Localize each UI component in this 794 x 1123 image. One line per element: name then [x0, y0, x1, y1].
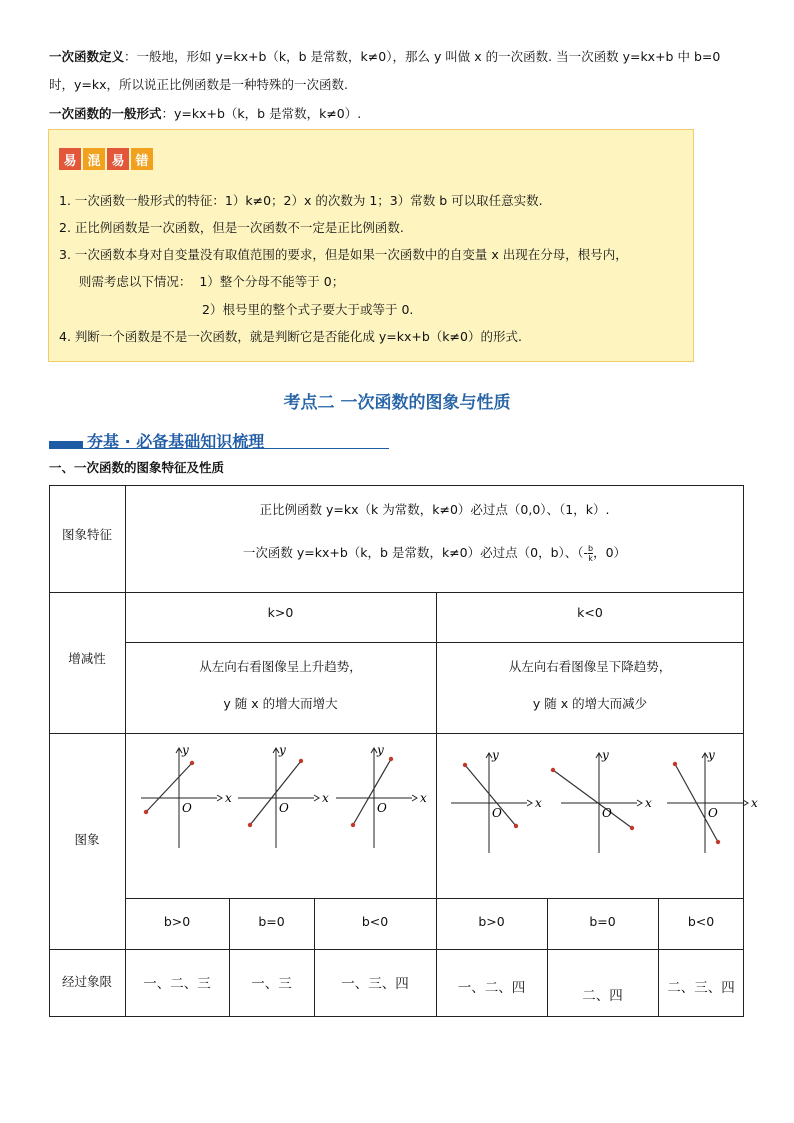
increase-line-2: y 随 x 的增大而增大 [223, 696, 338, 711]
b-label-4: b>0 [478, 914, 505, 929]
row-label-features: 图象特征 [61, 527, 112, 542]
graph-3-line [353, 759, 391, 825]
definition-paragraph [49, 47, 720, 67]
graph-5-y-label: y [602, 748, 609, 762]
graph-2-endpoint-b [299, 759, 303, 763]
graph-3-origin-label: O [377, 801, 387, 815]
decrease-line-1: 从左向右看图像呈下降趋势， [508, 659, 672, 674]
b-label-6: b<0 [687, 914, 715, 929]
quadrant-5: 二、四 [582, 988, 623, 1004]
b-label-3: b<0 [361, 914, 389, 929]
graph-5-endpoint-a [551, 768, 555, 772]
table-grid [49, 485, 758, 1018]
badge-3: 易 [107, 148, 129, 170]
k-negative-header: k<0 [577, 605, 603, 620]
definition-label: 一次函数定义 [49, 49, 125, 64]
graph-1-y-label: y [182, 743, 189, 757]
graph-2-x-label: x [322, 791, 329, 805]
graph-2-x-arrow [314, 795, 319, 801]
graph-6-x-label: x [751, 796, 758, 810]
section-banner [49, 427, 391, 451]
tip-box [48, 129, 694, 362]
tip-item-3: 3. 一次函数本身对自变量没有取值范围的要求，但是如果一次函数中的自变量 x 出现在分母，根号内， [59, 247, 628, 262]
graph-5-x-arrow [637, 800, 642, 806]
graph-3-y-label: y [377, 743, 384, 757]
quadrant-1: 一、二、三 [143, 976, 211, 992]
quadrant-6: 二、三、四 [667, 980, 735, 996]
graph-5-line [553, 770, 632, 828]
definition-line1: ：一般地，形如 y=kx+b（k，b 是常数，k≠0），那么 y 叫做 x 的一次函数. 当一次函数 y=kx+b 中 b=0 [124, 49, 721, 64]
graph-6-origin-label: O [708, 806, 718, 820]
graph-3-endpoint-a [351, 823, 355, 827]
graph-4-endpoint-a [463, 763, 467, 767]
graph-6-y-label: y [708, 748, 715, 762]
row-label-quadrants: 经过象限 [61, 974, 112, 989]
b-label-5: b=0 [589, 914, 616, 929]
graphs-layer [141, 743, 758, 853]
quadrant-4: 一、二、四 [457, 980, 526, 996]
graph-1-endpoint-a [144, 810, 148, 814]
feature-line-2a: 一次函数 y=kx+b（k，b 是常数，k≠0）必过点（0，b）、（- [242, 545, 589, 560]
graph-3-x-label: x [420, 791, 427, 805]
graph-2-endpoint-a [248, 823, 252, 827]
graph-4-origin-label: O [492, 806, 502, 820]
feature-line-2b: ，0） [593, 545, 627, 560]
graph-5-origin-label: O [602, 806, 612, 820]
fraction-denominator: k [588, 554, 593, 563]
graph-3-x-arrow [412, 795, 417, 801]
badge-2: 混 [83, 148, 105, 170]
graph-1-endpoint-b [190, 761, 194, 765]
graph-1-origin-label: O [182, 801, 192, 815]
banner-text: 夯基 · 必备基础知识梳理 [87, 432, 265, 451]
tip-badges [59, 148, 153, 170]
graph-4-endpoint-b [514, 824, 518, 828]
graph-3-endpoint-b [389, 757, 393, 761]
general-form-label: 一次函数的一般形式 [49, 106, 162, 121]
graph-5-x-label: x [645, 796, 652, 810]
tip-item-3-cont: 则需考虑以下情况： 1）整个分母不能等于 0； [59, 274, 345, 289]
decrease-line-2: y 随 x 的增大而减少 [532, 696, 648, 711]
badge-1: 易 [59, 148, 81, 170]
properties-table [49, 485, 758, 1018]
b-label-2: b=0 [258, 914, 285, 929]
badge-4: 错 [131, 148, 153, 170]
quadrant-2: 一、三 [251, 976, 292, 992]
graph-1-x-arrow [217, 795, 222, 801]
graph-5-endpoint-b [630, 826, 634, 830]
feature-line-1: 正比例函数 y=kx（k 为常数，k≠0）必过点（0,0）、（1，k）. [259, 502, 610, 517]
quadrant-3: 一、三、四 [341, 976, 409, 992]
k-positive-header: k>0 [267, 605, 294, 620]
graph-4-x-label: x [535, 796, 542, 810]
b-label-1: b>0 [163, 914, 191, 929]
tip-item-1: 1. 一次函数一般形式的特征：1）k≠0；2）x 的次数为 1；3）常数 b 可以取任意实数. [59, 193, 543, 208]
graph-6-endpoint-a [673, 762, 677, 766]
graph-1-x-label: x [225, 791, 232, 805]
row-label-graph: 图象 [74, 832, 100, 847]
graph-4-line [465, 765, 516, 826]
general-form-paragraph [49, 104, 361, 124]
definition-line2: 时，y=kx，所以说正比例函数是一种特殊的一次函数. [49, 77, 348, 92]
feature-line-2 [125, 543, 744, 563]
graph-2-origin-label: O [279, 801, 289, 815]
subsection-heading: 一、一次函数的图象特征及性质 [49, 460, 225, 475]
banner-bar [49, 441, 83, 449]
graph-4-y-label: y [492, 748, 499, 762]
graph-2-y-label: y [279, 743, 286, 757]
tip-item-2: 2. 正比例函数是一次函数，但是一次函数不一定是正比例函数. [59, 220, 404, 235]
increase-line-1: 从左向右看图像呈上升趋势， [199, 659, 362, 674]
graph-6-endpoint-b [716, 840, 720, 844]
fraction-numerator: b [588, 544, 594, 553]
row-label-monotonic: 增减性 [68, 651, 106, 666]
general-form-text: ：y=kx+b（k，b 是常数，k≠0）. [161, 106, 362, 121]
tip-item-4: 4. 判断一个函数是不是一次函数，就是判断它是否能化成 y=kx+b（k≠0）的形式. [59, 329, 522, 344]
section-title: 考点二 一次函数的图象与性质 [283, 393, 511, 413]
graph-4-x-arrow [527, 800, 532, 806]
tip-item-3-cont2: 2）根号里的整个式子要大于或等于 0. [59, 302, 414, 317]
